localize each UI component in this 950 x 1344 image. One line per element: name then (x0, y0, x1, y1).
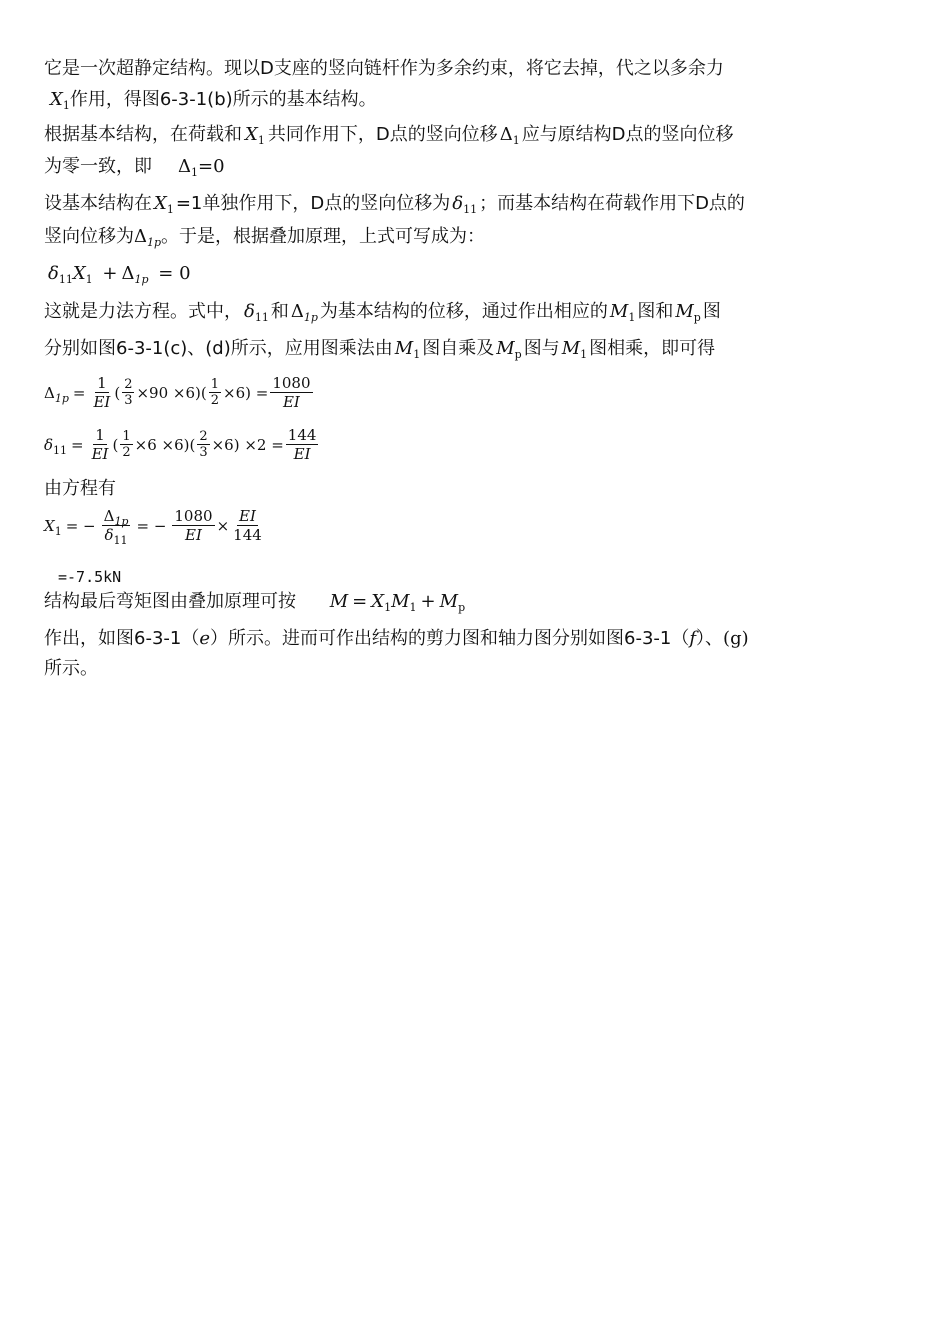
force-method-equation: $\delta_{11}X_1 + \Delta_{1p} = 0$ (48, 263, 191, 286)
x1-solution-equation: $X_1$ = − $\frac{\Delta_{1p}}{\delta_{11}}$ = − $\frac{1080}{EI}$ × $\frac{EI}{144}$ (44, 507, 262, 547)
text-line: 作出，如图6-3-1（e）所示。进而可作出结构的剪力图和轴力图分别如图6-3-1（f）、(g) (44, 628, 749, 649)
text-line: 所示。 (44, 658, 98, 679)
text-line: 为零一致，即 $\Delta_1=0$ (44, 156, 225, 179)
math-x1: $X_1$ (50, 89, 70, 112)
text-line: 结构最后弯矩图由叠加原理可按 $M = X_1M_1 + M_p$ (44, 591, 466, 614)
text-line: 分别如图6-3-1(c)、(d)所示，应用图乘法由 $M_1$ 图自乘及 $M_p$ 图与 $M_1$ 图相乘，即可得 (44, 338, 716, 361)
x1-result: =-7.5kN (58, 568, 122, 586)
delta-11-equation: $\delta_{11}$ = $\frac{1}{EI}$ ( $\frac{1}{2}$ ×6 ×6)( $\frac{2}{3}$ ×6) ×2 = $\frac{144}{EI}$ (44, 426, 317, 463)
text-line: 竖向位移为$\Delta_{1p}$。于是，根据叠加原理，上式可写成为： (44, 226, 486, 249)
text-line: 这就是力法方程。式中， $\delta_{11}$ 和 $\Delta_{1p}$ 为基本结构的位移，通过作出相应的 $M_1$ 图和 $M_p$ 图 (44, 301, 721, 324)
delta-1p-equation: $\Delta_{1p}$ = $\frac{1}{EI}$ ( $\frac{2}{3}$ ×90 ×6)( $\frac{1}{2}$ ×6) = $\frac{1080}{EI}$ (44, 374, 311, 411)
text-line: $X_1$作用，得图6-3-1(b)所示的基本结构。 (50, 89, 377, 112)
text-line: 设基本结构在 $X_1 =1$单独作用下，D点的竖向位移为 $\delta_{11}$ ；而基本结构在荷载作用下D点的 (44, 193, 745, 216)
text-line: 它是一次超静定结构。现以D支座的竖向链杆作为多余约束，将它去掉，代之以多余力 (44, 58, 724, 79)
superposition-formula: $M = X_1M_1 + M_p$ (329, 591, 466, 614)
text-line: 由方程有 (44, 478, 116, 499)
text-line: 根据基本结构，在荷载和 $X_1$ 共同作用下，D点的竖向位移 $\Delta_1$ 应与原结构D点的竖向位移 (44, 124, 734, 147)
